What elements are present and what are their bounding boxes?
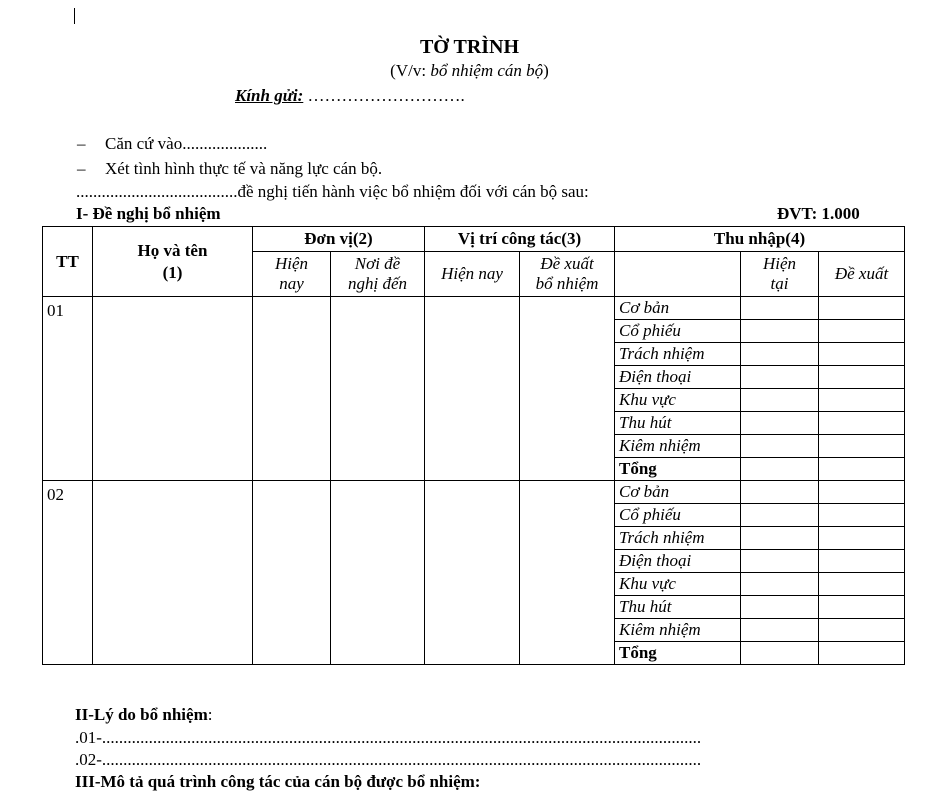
income-current-cell [741,297,819,320]
section-3-heading: III-Mô tả quá trình công tác của cán bộ được bổ nhiệm: [75,772,481,791]
header-unit-current: Hiện nay [253,252,331,297]
subtitle-suffix: ) [543,61,549,80]
income-item-label: Trách nhiệm [615,343,741,366]
income-current-cell [741,504,819,527]
header-position: Vị trí công tác(3) [425,227,615,252]
unit-proposed-cell [331,481,425,665]
consideration-line [77,159,382,179]
income-current-cell [741,320,819,343]
income-item-label: Khu vực [615,573,741,596]
dash-bullet: – [77,134,86,153]
table-row [43,481,905,504]
row-number: 02 [43,481,93,665]
header-position-proposed: Đề xuất bổ nhiệm [520,252,615,297]
income-current-cell [741,366,819,389]
header-name-note: (1) [162,262,183,282]
header-income-proposed: Đề xuất [819,252,905,297]
subtitle-subject: bổ nhiệm cán bộ [426,61,544,80]
income-item-label: Trách nhiệm [615,527,741,550]
income-current-cell [741,619,819,642]
text-cursor [74,8,75,24]
position-current-cell [425,297,520,481]
income-item-label: Cổ phiếu [615,504,741,527]
section-1-heading: I- Đề nghị bổ nhiệm [76,204,221,223]
income-item-label: Kiêm nhiệm [615,435,741,458]
income-proposed-cell [819,435,905,458]
header-row-1 [43,227,905,252]
income-proposed-cell [819,366,905,389]
recipient-line [235,86,465,106]
income-proposed-cell [819,573,905,596]
income-current-cell [741,527,819,550]
income-current-cell [741,573,819,596]
reason-line-2: .02-............................................................................................................................................. [75,750,702,769]
row-number: 01 [43,297,93,481]
income-proposed-cell [819,527,905,550]
header-income: Thu nhập(4) [615,227,905,252]
income-item-label: Điện thoại [615,366,741,389]
position-proposed-cell [520,297,615,481]
income-item-label: Thu hút [615,412,741,435]
income-total-label: Tổng [615,642,741,665]
income-current-cell [741,412,819,435]
document-title: TỜ TRÌNH [419,36,520,58]
income-current-cell [741,642,819,665]
income-proposed-cell [819,642,905,665]
appointment-table [42,226,905,665]
name-cell [93,297,253,481]
basis-text: Căn cứ vào.................... [105,134,268,153]
income-item-label: Kiêm nhiệm [615,619,741,642]
income-item-label: Thu hút [615,596,741,619]
dash-bullet: – [77,159,86,178]
income-item-label: Cơ bản [615,481,741,504]
header-unit-proposed: Nơi đề nghị đến [331,252,425,297]
unit-current-cell [253,297,331,481]
income-proposed-cell [819,343,905,366]
recipient-value: ………………………. [303,86,465,105]
income-proposed-cell [819,320,905,343]
income-current-cell [741,550,819,573]
income-current-cell [741,596,819,619]
reason-line-1: .01-............................................................................................................................................. [75,728,702,747]
header-name-label: Họ và tên [137,240,208,260]
income-current-cell [741,458,819,481]
income-proposed-cell [819,297,905,320]
income-proposed-cell [819,596,905,619]
income-proposed-cell [819,458,905,481]
income-current-cell [741,481,819,504]
header-position-current: Hiện nay [425,252,520,297]
table-row [43,297,905,320]
name-cell [93,481,253,665]
header-income-current: Hiện tại [741,252,819,297]
header-tt: TT [43,227,93,297]
section-2-title: II-Lý do bổ nhiệm [75,705,208,724]
header-income-item [615,252,741,297]
unit-current-cell [253,481,331,665]
header-unit: Đơn vị(2) [253,227,425,252]
proposal-line: ......................................đề nghị tiến hành việc bổ nhiệm đối với cán bộ sau: [76,182,589,201]
position-current-cell [425,481,520,665]
income-item-label: Khu vực [615,389,741,412]
income-proposed-cell [819,481,905,504]
income-current-cell [741,435,819,458]
income-current-cell [741,389,819,412]
income-proposed-cell [819,550,905,573]
income-proposed-cell [819,504,905,527]
unit-proposed-cell [331,297,425,481]
basis-line [77,134,267,154]
income-item-label: Cổ phiếu [615,320,741,343]
income-item-label: Cơ bản [615,297,741,320]
income-proposed-cell [819,412,905,435]
table-body [43,297,905,665]
unit-of-measure: ĐVT: 1.000 [777,204,860,223]
subtitle-prefix: (V/v: [390,61,427,80]
section-2-colon: : [207,705,213,724]
income-current-cell [741,343,819,366]
income-total-label: Tổng [615,458,741,481]
consideration-text: Xét tình hình thực tế và năng lực cán bộ. [105,159,383,178]
recipient-label: Kính gửi: [235,86,304,105]
section-2-heading [75,705,212,725]
income-proposed-cell [819,619,905,642]
income-proposed-cell [819,389,905,412]
income-item-label: Điện thoại [615,550,741,573]
document-subtitle [0,61,939,81]
header-name [93,227,253,297]
position-proposed-cell [520,481,615,665]
